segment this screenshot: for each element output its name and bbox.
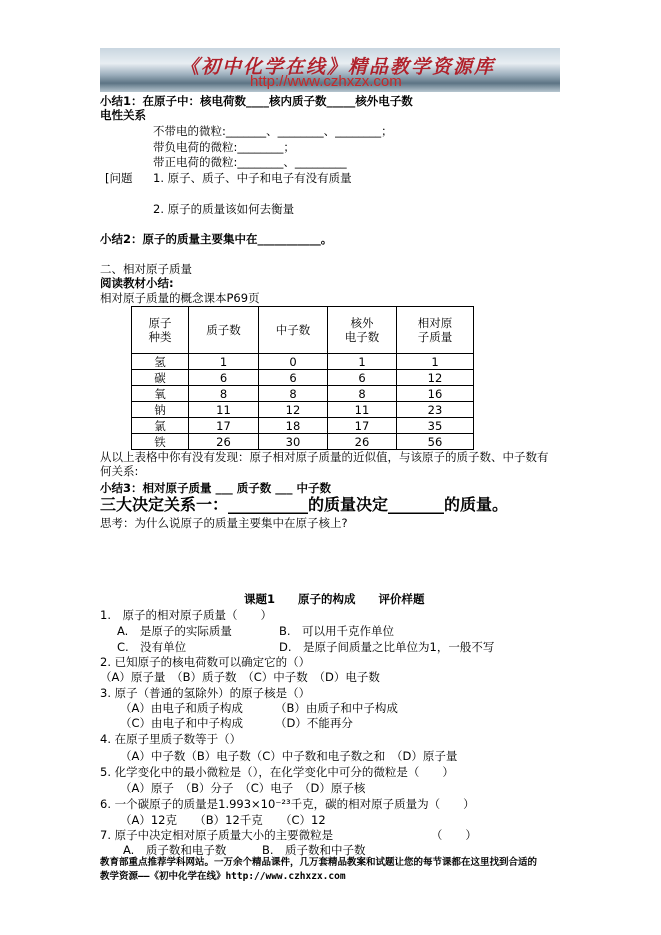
table-cell: 8 [189, 386, 259, 402]
table-cell: 氢 [132, 354, 189, 370]
quiz-option: （C）由电子和中子构成 [120, 716, 244, 730]
atom-table [131, 306, 474, 450]
table-cell: 11 [189, 402, 259, 418]
section-2-heading: 二、相对原子质量 [100, 262, 192, 276]
question-1: 1. 原子、质子、中子和电子有没有质量 [153, 171, 352, 185]
site-banner [100, 48, 560, 92]
quiz-option: （D）不能再分 [275, 716, 353, 730]
quiz-option: A. 质子数和电子数 [123, 843, 227, 857]
quiz-q6: 6. 一个碳原子的质量是1.993×10⁻²³千克，碳的相对原子质量为（ ） [100, 797, 475, 811]
table-cell: 56 [397, 434, 474, 450]
quiz-option: （A）原子 （B）分子 （C）电子 （D）原子核 [120, 781, 366, 795]
summary-2: 小结2：原子的质量主要集中在___________。 [100, 232, 333, 246]
concept-line: 相对原子质量的概念课本P69页 [100, 291, 260, 305]
quiz-option: B. 可以用千克作单位 [279, 624, 395, 638]
table-row [132, 402, 474, 418]
table-cell: 氯 [132, 418, 189, 434]
question-2: 2. 原子的质量该如何去衡量 [153, 202, 295, 216]
quiz-title: 课题1 原子的构成 评价样题 [244, 592, 425, 606]
header-cell: 相对原 子质量 [397, 307, 474, 354]
table-cell: 12 [397, 370, 474, 386]
table-row [132, 434, 474, 450]
negative-particles: 带负电荷的微粒:________； [153, 140, 295, 154]
table-cell: 16 [397, 386, 474, 402]
quiz-option: （A）原子量 （B）质子数 （C）中子数 （D）电子数 [100, 670, 380, 684]
observe-line-2: 何关系: [100, 464, 139, 478]
quiz-option: （B）由质子和中子构成 [275, 701, 398, 715]
three-relations: 三大决定关系一：__________的质量决定_______的质量。 [100, 495, 509, 514]
quiz-option: A. 是原子的实际质量 [117, 624, 232, 638]
table-cell: 6 [328, 370, 397, 386]
header-cell: 中子数 [259, 307, 328, 354]
table-cell: 23 [397, 402, 474, 418]
table-cell: 17 [189, 418, 259, 434]
quiz-q5: 5. 化学变化中的最小微粒是（），在化学变化中可分的微粒是（ ） [100, 765, 454, 779]
reading-heading: 阅读教材小结: [100, 276, 174, 290]
quiz-q7: 7. 原子中决定相对原子质量大小的主要微粒是 （ ） [100, 828, 477, 842]
quiz-q2: 2. 已知原子的核电荷数可以确定它的（） [100, 655, 311, 669]
table-cell: 8 [259, 386, 328, 402]
quiz-q3: 3. 原子（普通的氢除外）的原子核是（） [100, 686, 311, 700]
table-cell: 1 [328, 354, 397, 370]
table-cell: 26 [189, 434, 259, 450]
quiz-q1: 1. 原子的相对原子质量（ ） [100, 608, 272, 622]
summary-1: 小结1：在原子中：核电荷数____核内质子数_____核外电子数 [100, 94, 413, 108]
table-row [132, 386, 474, 402]
quiz-option: （A）中子数（B）电子数（C）中子数和电子数之和 （D）原子量 [120, 749, 458, 763]
quiz-option: D. 是原子间质量之比单位为1，一般不写 [279, 640, 495, 654]
neutral-particles: 不带电的微粒:_______、________、________； [153, 124, 393, 138]
table-cell: 6 [259, 370, 328, 386]
quiz-option: （A）12克 （B）12千克 （C）12 [120, 813, 326, 827]
table-cell: 11 [328, 402, 397, 418]
table-cell: 1 [189, 354, 259, 370]
quiz-option: （A）由电子和质子构成 [120, 701, 243, 715]
table-cell: 35 [397, 418, 474, 434]
quiz-q4: 4. 在原子里质子数等于（） [100, 732, 242, 746]
table-cell: 0 [259, 354, 328, 370]
table-cell: 8 [328, 386, 397, 402]
table-row [132, 370, 474, 386]
table-cell: 钠 [132, 402, 189, 418]
header-cell: 核外 电子数 [328, 307, 397, 354]
summary-3: 小结3：相对原子质量 ___ 质子数 ___ 中子数 [100, 481, 332, 495]
question-label: [问题 [105, 171, 133, 185]
charge-heading: 电性关系 [100, 108, 146, 122]
table-cell: 1 [397, 354, 474, 370]
table-cell: 18 [259, 418, 328, 434]
table-cell: 17 [328, 418, 397, 434]
banner-url: http://www.czhxzx.com [250, 73, 402, 90]
footer-line-1: 教育部重点推荐学科网站。一万余个精品课件，几万套精品教案和试题让您的每节课都在这里找到合适的 [100, 857, 538, 868]
table-cell: 6 [189, 370, 259, 386]
quiz-option: C. 没有单位 [117, 640, 187, 654]
quiz-option: B. 质子数和中子数 [262, 843, 366, 857]
table-header-row [132, 307, 474, 354]
table-cell: 铁 [132, 434, 189, 450]
positive-particles: 带正电荷的微粒:________、_________ [153, 155, 347, 169]
table-cell: 氧 [132, 386, 189, 402]
header-cell: 原子 种类 [132, 307, 189, 354]
table-row [132, 354, 474, 370]
table-cell: 26 [328, 434, 397, 450]
table-row [132, 418, 474, 434]
footer-line-2: 教学资源——《初中化学在线》http://www.czhxzx.com [100, 871, 346, 882]
table-cell: 30 [259, 434, 328, 450]
table-cell: 12 [259, 402, 328, 418]
table-cell: 碳 [132, 370, 189, 386]
observe-line-1: 从以上表格中你有没有发现：原子相对原子质量的近似值，与该原子的质子数、中子数有 [100, 450, 549, 464]
think-question: 思考：为什么说原子的质量主要集中在原子核上? [100, 516, 348, 530]
header-cell: 质子数 [189, 307, 259, 354]
banner-title: 《初中化学在线》精品教学资源库 [180, 56, 496, 78]
